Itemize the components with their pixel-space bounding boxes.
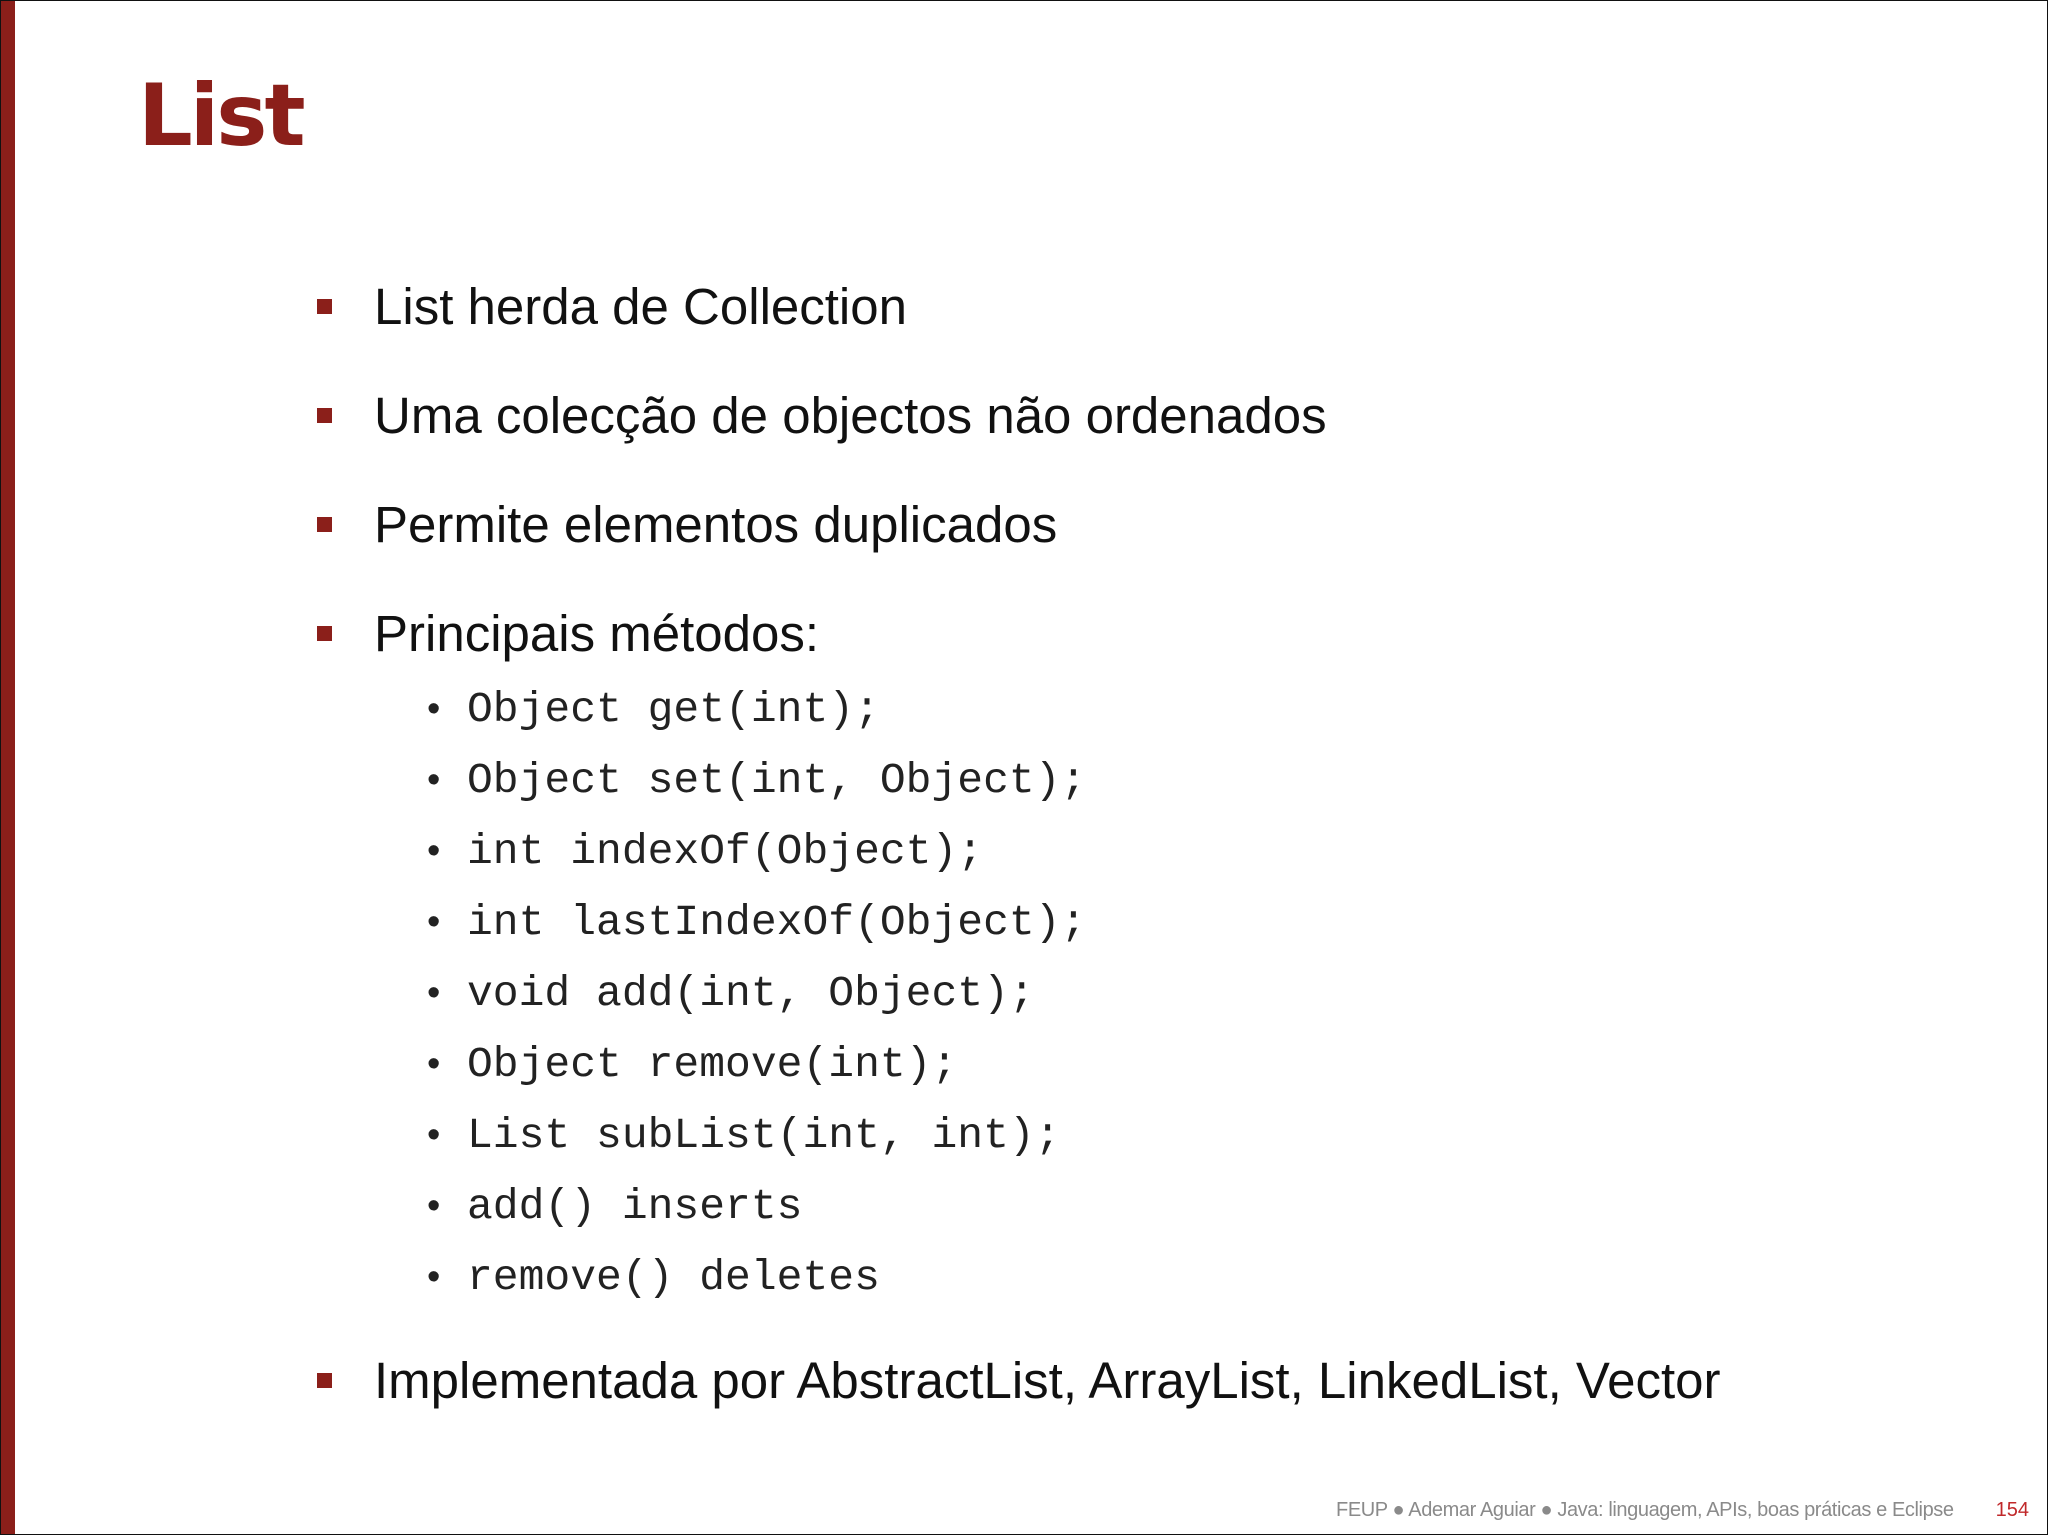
dot-bullet-icon: •	[427, 830, 441, 872]
square-bullet-icon	[317, 299, 332, 314]
square-bullet-icon	[317, 1373, 332, 1388]
bullet-item	[317, 598, 819, 668]
dot-bullet-icon: •	[427, 1114, 441, 1156]
bullet-text: Implementada por AbstractList, ArrayList, LinkedList, Vector	[374, 1351, 1721, 1409]
square-bullet-icon	[317, 408, 332, 423]
method-item	[427, 1105, 1061, 1165]
dot-bullet-icon: •	[427, 901, 441, 943]
square-bullet-icon	[317, 626, 332, 641]
method-item	[427, 679, 880, 739]
method-signature: int lastIndexOf(Object);	[467, 897, 1087, 947]
method-item	[427, 821, 983, 881]
method-item	[427, 963, 1035, 1023]
bullet-item	[317, 271, 907, 341]
method-item	[427, 750, 1086, 810]
bullet-text: Uma colecção de objectos não ordenados	[374, 386, 1327, 444]
method-signature: Object remove(int);	[467, 1039, 958, 1089]
square-bullet-icon	[317, 517, 332, 532]
method-signature: Object set(int, Object);	[467, 755, 1087, 805]
bullet-text: Permite elementos duplicados	[374, 495, 1058, 553]
dot-bullet-icon: •	[427, 972, 441, 1014]
method-item	[427, 892, 1086, 952]
dot-bullet-icon: •	[427, 1185, 441, 1227]
bullet-item	[317, 1345, 1721, 1415]
footer	[1336, 1499, 2029, 1522]
method-item	[427, 1034, 957, 1094]
bullet-text: Principais métodos:	[374, 604, 820, 662]
method-signature: void add(int, Object);	[467, 968, 1035, 1018]
method-signature: remove() deletes	[467, 1252, 880, 1302]
bullet-list	[317, 1, 2017, 1534]
method-item	[427, 1176, 802, 1236]
method-signature: add() inserts	[467, 1181, 803, 1231]
method-signature: Object get(int);	[467, 684, 880, 734]
bullet-item	[317, 489, 1057, 559]
method-signature: List subList(int, int);	[467, 1110, 1061, 1160]
slide-title: List	[138, 66, 303, 166]
footer-credits: FEUP ● Ademar Aguiar ● Java: linguagem, APIs, boas práticas e Eclipse	[1336, 1499, 1954, 1521]
dot-bullet-icon: •	[427, 688, 441, 730]
method-item	[427, 1247, 880, 1307]
method-signature: int indexOf(Object);	[467, 826, 984, 876]
dot-bullet-icon: •	[427, 1043, 441, 1085]
dot-bullet-icon: •	[427, 759, 441, 801]
dot-bullet-icon: •	[427, 1256, 441, 1298]
page-number: 154	[1995, 1499, 2029, 1521]
left-accent-bar	[1, 1, 15, 1534]
bullet-item	[317, 380, 1327, 450]
bullet-text: List herda de Collection	[374, 277, 907, 335]
